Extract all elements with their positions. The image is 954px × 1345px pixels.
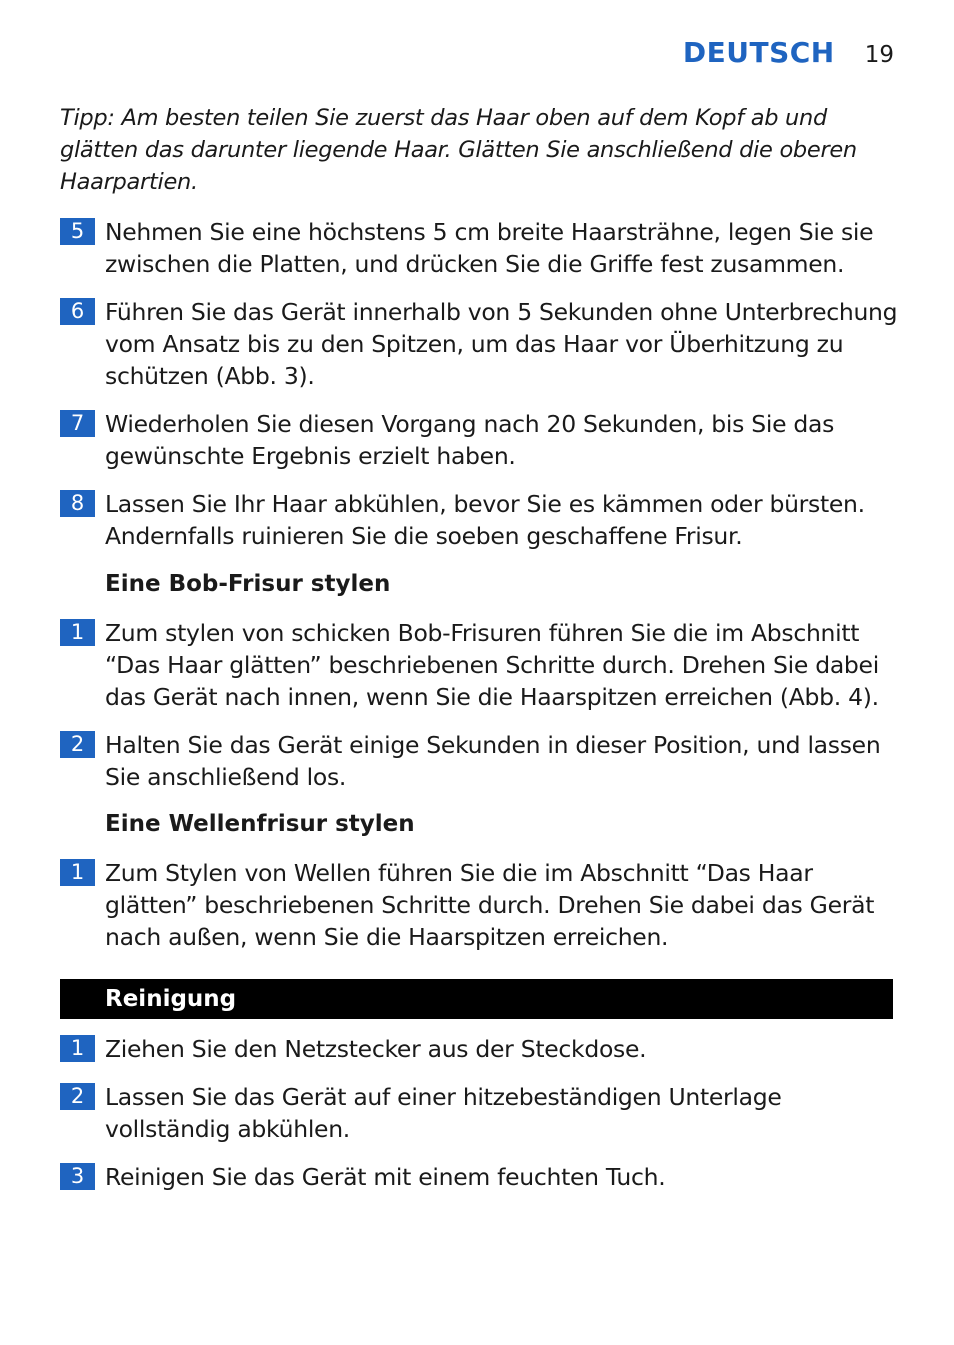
step-7 <box>60 408 900 472</box>
step-number-badge: 1 <box>60 859 95 886</box>
step-number-badge: 1 <box>60 1035 95 1062</box>
step-number-badge: 5 <box>60 218 95 245</box>
step-number-badge: 7 <box>60 410 95 437</box>
step-text: Lassen Sie Ihr Haar abkühlen, bevor Sie es kämmen oder bürsten. Andernfalls ruinieren Sie die soeben geschaffene Frisur. <box>105 490 865 550</box>
bob-step-1 <box>60 617 900 713</box>
step-text: Ziehen Sie den Netzstecker aus der Steckdose. <box>105 1035 647 1063</box>
bob-heading: Eine Bob-Frisur stylen <box>105 571 391 597</box>
waves-step-1 <box>60 857 900 953</box>
step-text: Zum Stylen von Wellen führen Sie die im Abschnitt “Das Haar glätten” beschriebenen Schritte durch. Drehen Sie dabei das Gerät nach außen, wenn Sie die Haarspitzen erreichen. <box>105 859 875 951</box>
page-header <box>683 36 894 69</box>
step-text: Nehmen Sie eine höchstens 5 cm breite Haarsträhne, legen Sie sie zwischen die Platten, und drücken Sie die Griffe fest zusammen. <box>105 218 874 278</box>
step-number-badge: 6 <box>60 298 95 325</box>
step-text: Wiederholen Sie diesen Vorgang nach 20 Sekunden, bis Sie das gewünschte Ergebnis erzielt haben. <box>105 410 835 470</box>
bob-step-2 <box>60 729 900 793</box>
step-number-badge: 3 <box>60 1163 95 1190</box>
step-text: Lassen Sie das Gerät auf einer hitzebeständigen Unterlage vollständig abkühlen. <box>105 1083 782 1143</box>
page-number: 19 <box>864 42 894 68</box>
tip-paragraph: Tipp: Am besten teilen Sie zuerst das Haar oben auf dem Kopf ab und glätten das darunter liegende Haar. Glätten Sie anschließend die oberen Haarpartien. <box>60 105 857 195</box>
step-number-badge: 1 <box>60 619 95 646</box>
step-8 <box>60 488 900 552</box>
cleaning-step-1 <box>60 1033 900 1065</box>
step-6 <box>60 296 900 392</box>
step-text: Halten Sie das Gerät einige Sekunden in dieser Position, und lassen Sie anschließend los. <box>105 731 881 791</box>
step-text: Zum stylen von schicken Bob-Frisuren führen Sie die im Abschnitt “Das Haar glätten” beschriebenen Schritte durch. Drehen Sie dabei das Gerät nach innen, wenn Sie die Haarspitzen erreichen (Abb. 4). <box>105 619 879 711</box>
step-number-badge: 2 <box>60 731 95 758</box>
step-text: Führen Sie das Gerät innerhalb von 5 Sekunden ohne Unterbrechung vom Ansatz bis zu den Spitzen, um das Haar vor Überhitzung zu schützen (Abb. 3). <box>105 298 898 390</box>
language-label: DEUTSCH <box>682 36 835 69</box>
step-number-badge: 2 <box>60 1083 95 1110</box>
step-5 <box>60 216 900 280</box>
waves-heading: Eine Wellenfrisur stylen <box>105 811 415 837</box>
section-title: Reinigung <box>105 986 237 1012</box>
cleaning-step-3 <box>60 1161 900 1193</box>
step-number-badge: 8 <box>60 490 95 517</box>
step-text: Reinigen Sie das Gerät mit einem feuchten Tuch. <box>105 1163 666 1191</box>
cleaning-step-2 <box>60 1081 900 1145</box>
section-bar-cleaning <box>60 979 893 1019</box>
